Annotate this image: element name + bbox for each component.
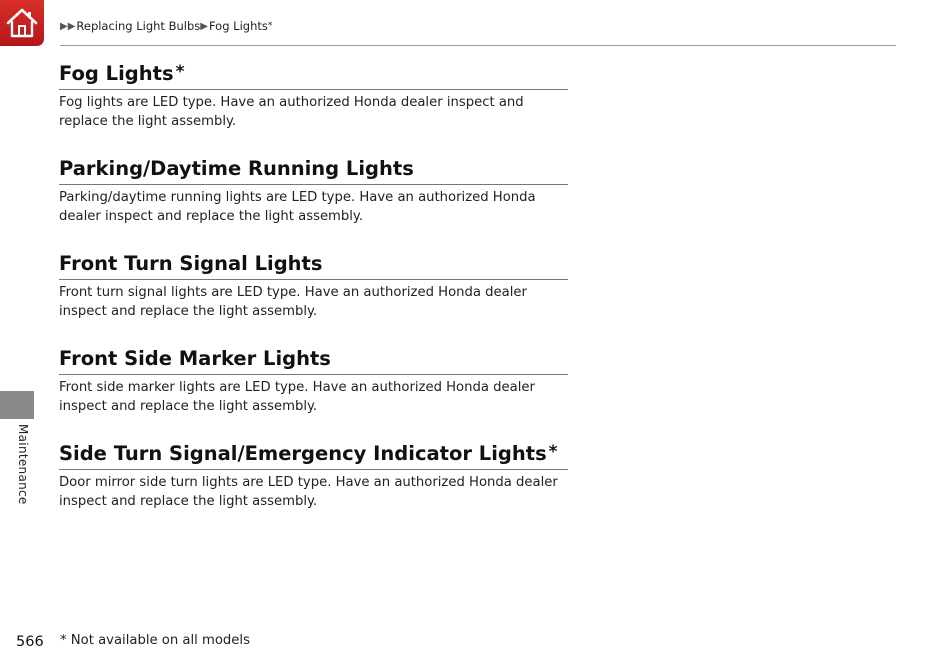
breadcrumb	[60, 19, 272, 33]
breadcrumb-current-mark: *	[267, 21, 273, 31]
main-content	[59, 58, 568, 533]
chapter-tab[interactable]	[0, 391, 34, 419]
section-title: Front Side Marker Lights	[59, 343, 568, 375]
section-side-turn-signal-lights	[59, 438, 568, 511]
chapter-label: Maintenance	[16, 424, 30, 505]
section-front-side-marker-lights	[59, 343, 568, 416]
section-front-turn-signal-lights	[59, 248, 568, 321]
section-fog-lights	[59, 58, 568, 131]
breadcrumb-current: Fog Lights	[208, 19, 268, 33]
section-body: Fog lights are LED type. Have an authorized Honda dealer inspect and replace the light assembly.	[59, 95, 524, 129]
section-title: Side Turn Signal/Emergency Indicator Lights *	[59, 438, 568, 470]
section-parking-daytime-running-lights	[59, 153, 568, 226]
home-icon	[4, 5, 40, 41]
footnote: * Not available on all models	[60, 633, 250, 648]
section-body: Parking/daytime running lights are LED type. Have an authorized Honda dealer inspect and replace the light assembly.	[59, 190, 536, 224]
asterisk-mark: *	[548, 442, 558, 462]
section-body: Front turn signal lights are LED type. Have an authorized Honda dealer inspect and replace the light assembly.	[59, 285, 527, 319]
breadcrumb-separator-icon: ▶	[200, 20, 208, 32]
asterisk-mark: *	[175, 62, 185, 82]
section-title: Fog Lights *	[59, 58, 568, 90]
breadcrumb-section-link[interactable]: Replacing Light Bulbs	[76, 19, 201, 33]
section-body: Front side marker lights are LED type. Have an authorized Honda dealer inspect and replace the light assembly.	[59, 380, 535, 414]
header-divider	[60, 45, 896, 46]
section-title: Front Turn Signal Lights	[59, 248, 568, 280]
section-title: Parking/Daytime Running Lights	[59, 153, 568, 185]
page-number: 566	[16, 634, 44, 650]
section-body: Door mirror side turn lights are LED type. Have an authorized Honda dealer inspect and replace the light assembly.	[59, 475, 558, 509]
breadcrumb-arrow-icon: ▶▶	[60, 20, 76, 32]
home-button[interactable]	[0, 0, 44, 46]
